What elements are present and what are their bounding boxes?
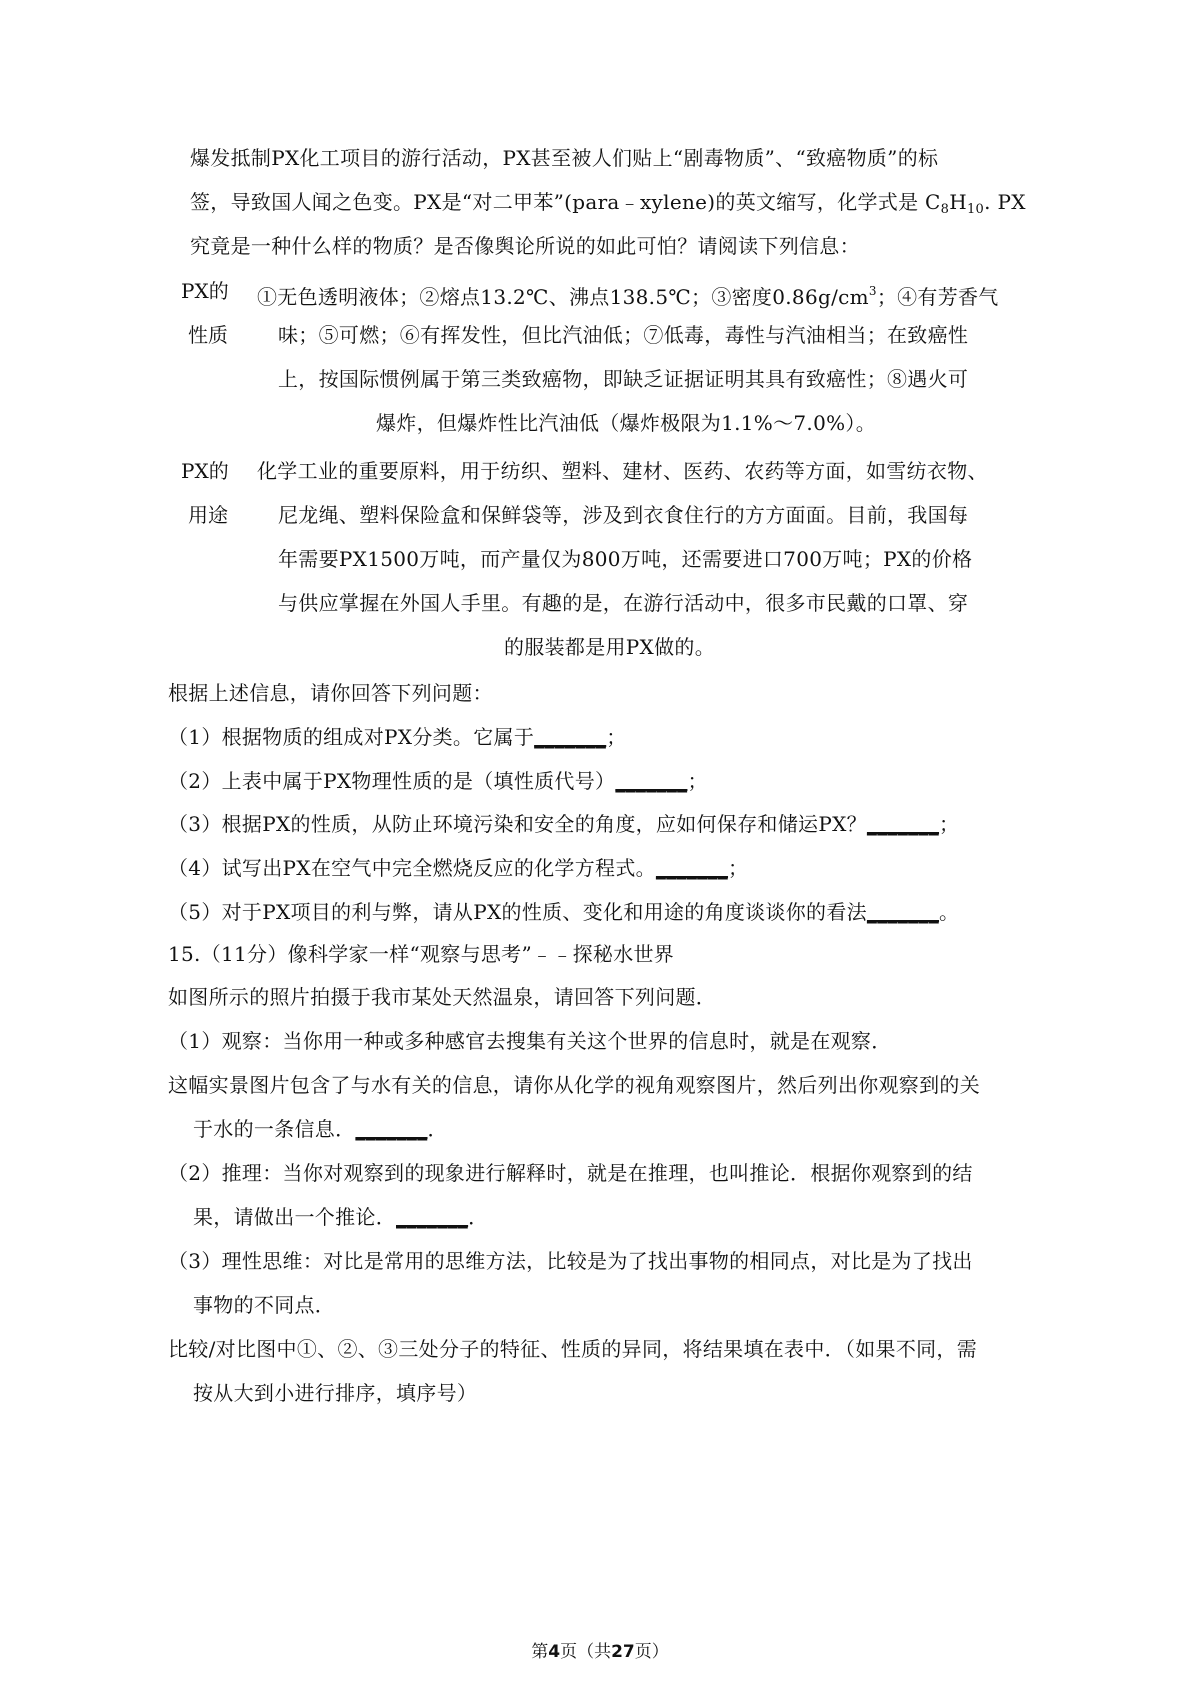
- px-properties-label: 性质: [188, 323, 228, 347]
- formula-subscript: 10: [966, 202, 985, 217]
- px-uses-label: 用途: [188, 503, 228, 527]
- answer-blank[interactable]: _______: [866, 900, 940, 924]
- question-5: （5）对于PX项目的利与弊，请从PX的性质、变化和用途的角度谈谈你的看法_______。: [168, 900, 960, 924]
- intro-line-3: [190, 232, 860, 260]
- problem-15-part-1: 于水的一条信息．_______．: [193, 1117, 448, 1141]
- px-properties-line-1: ①无色透明液体；②熔点13.2℃、沸点138.5℃；③密度$0.86g/cm^3$；④有芳香气: [257, 284, 999, 309]
- answer-blank[interactable]: _______: [355, 1117, 428, 1141]
- answer-blank[interactable]: _______: [534, 725, 607, 749]
- answer-blank[interactable]: _______: [396, 1205, 469, 1229]
- problem-15-part-3: 事物的不同点．: [193, 1293, 336, 1317]
- question-2: （2）上表中属于PX物理性质的是（填性质代号）_______；: [168, 769, 708, 793]
- problem-15-part-1: 这幅实景图片包含了与水有关的信息，请你从化学的视角观察图片，然后列出你观察到的关: [168, 1073, 980, 1097]
- px-properties-line-2: 味；⑤可燃；⑥有挥发性，但比汽油低；⑦低毒，毒性与汽油相当；在致癌性: [278, 323, 969, 347]
- intro-text: H: [949, 190, 967, 214]
- px-uses-line-1: 化学工业的重要原料，用于纺织、塑料、建材、医药、农药等方面，如雪纺衣物、: [257, 459, 988, 483]
- problem-15-part-2: 果，请做出一个推论．_______．: [193, 1205, 489, 1229]
- intro-line-2: [190, 188, 1026, 224]
- superscript: 3: [868, 284, 877, 298]
- intro-text: 签，导致国人闻之色变。PX是“对二甲苯”(para﹣xylene)的英文缩写，化学式是 C: [190, 190, 941, 214]
- px-uses-label: PX的: [181, 459, 229, 483]
- problem-15-part-3: （3）理性思维：对比是常用的思维方法，比较是为了找出事物的相同点，对比是为了找出: [168, 1249, 973, 1273]
- total-pages: 27: [611, 1642, 635, 1662]
- px-properties-label: PX的: [181, 279, 229, 303]
- problem-15-part-1: （1）观察：当你用一种或多种感官去搜集有关这个世界的信息时，就是在观察．: [168, 1029, 892, 1053]
- intro-line-1: [190, 144, 938, 172]
- problem-15-part-4: 比较/对比图中①、②、③三处分子的特征、性质的异同，将结果填在表中．（如果不同，需: [168, 1337, 978, 1361]
- problem-15-intro: 如图所示的照片拍摄于我市某处天然温泉，请回答下列问题．: [168, 985, 717, 1009]
- page-number: 4: [548, 1642, 561, 1662]
- page-footer: 第4页（共27页）: [531, 1642, 669, 1662]
- question-4: （4）试写出PX在空气中完全燃烧反应的化学方程式。_______；: [168, 856, 749, 880]
- answer-blank[interactable]: _______: [615, 769, 688, 793]
- px-uses-line-5: 的服装都是用PX做的。: [504, 635, 715, 659]
- intro-text: . PX: [984, 190, 1026, 214]
- px-uses-line-2: 尼龙绳、塑料保险盒和保鲜袋等，涉及到衣食住行的方方面面。目前，我国每: [278, 503, 969, 527]
- answer-blank[interactable]: _______: [655, 856, 729, 880]
- intro-text: 爆发抵制PX化工项目的游行活动，PX甚至被人们贴上“剧毒物质”、“致癌物质”的标: [190, 146, 939, 170]
- px-properties-line-4: 爆炸，但爆炸性比汽油低（爆炸极限为1.1%～7.0%）。: [376, 411, 877, 435]
- problem-15-title: 15.（11分）像科学家一样“观察与思考”﹣﹣探秘水世界: [168, 942, 675, 966]
- px-properties-line-3: 上，按国际惯例属于第三类致癌物，即缺乏证据证明其具有致癌性；⑧遇火可: [278, 367, 969, 391]
- problem-15-part-2: （2）推理：当你对观察到的现象进行解释时，就是在推理，也叫推论．根据你观察到的结: [168, 1161, 973, 1185]
- px-uses-line-4: 与供应掌握在外国人手里。有趣的是，在游行活动中，很多市民戴的口罩、穿: [278, 591, 969, 615]
- answer-blank[interactable]: _______: [866, 812, 940, 836]
- px-uses-line-3: 年需要PX1500万吨，而产量仅为800万吨，还需要进口700万吨；PX的价格: [278, 547, 973, 571]
- intro-text: 究竟是一种什么样的物质？是否像舆论所说的如此可怕？请阅读下列信息：: [190, 234, 860, 258]
- question-3: （3）根据PX的性质，从防止环境污染和安全的角度，应如何保存和储运PX？_______；: [168, 812, 960, 836]
- formula-subscript: 8: [940, 202, 950, 217]
- question-1: （1）根据物质的组成对PX分类。它属于_______；: [168, 725, 627, 749]
- questions-lead: 根据上述信息，请你回答下列问题：: [168, 681, 493, 705]
- problem-15-part-4: 按从大到小进行排序，填序号）: [193, 1381, 478, 1405]
